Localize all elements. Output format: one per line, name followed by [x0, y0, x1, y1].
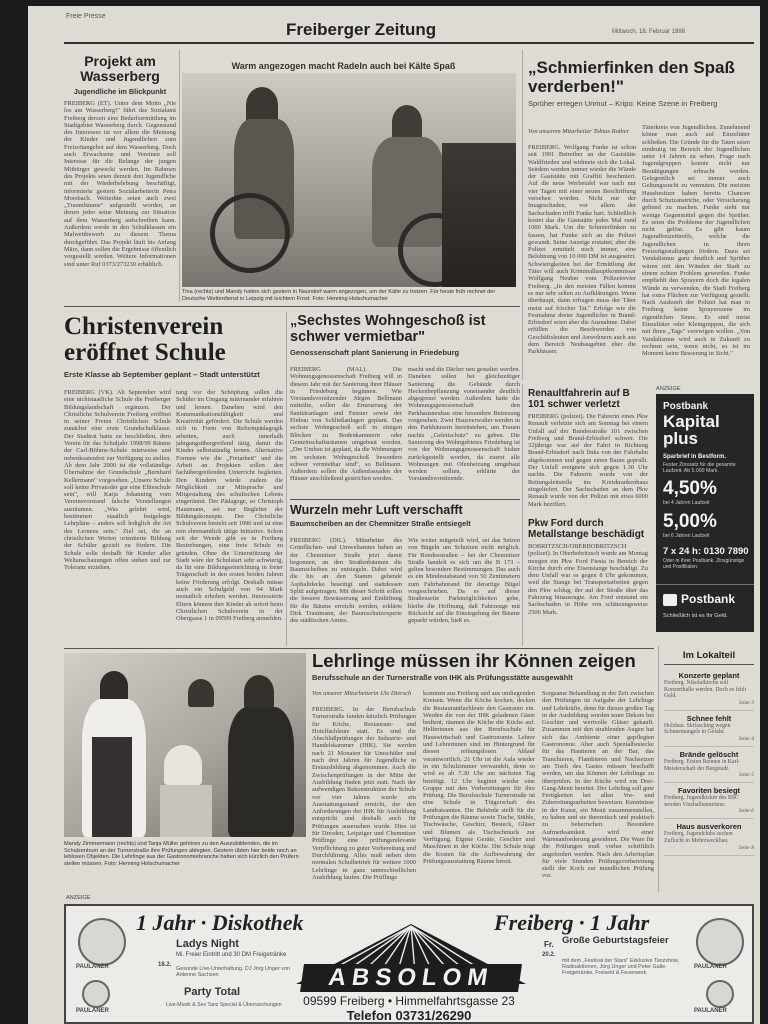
christ-col-2: tung vor der Schöpfung sollen die Schüler im Umgang miteinander erfahren und lernen. Daneben wird den Kommunikationsfähigkeit und Kreativität gefördert. Die Schule werden sich in Form von Reformpädagogik arbeiten, auch innerhalb jahrgangsübergreifend tätig, damit die Kinder selbstständig lernen. Alternative Formen wie die „Freiarbeit" und die Arbeit an Projekten sollen den fachübergreifenden Unterricht begleiten. Den Kindern würde zudem die Möglichkeit zur Mitsprache und Mitgestaltung des schulischen Lebens eingeräumt. Der Pädagoge, so Christoph Hausmann, sei nur Begleiter der Bildungskonzepte. Der Christliche Schulverein besteht seit 1996 und ist eine rein ehrenamtlich tätige Initiative. Schon seit der Wende gibt es in Freiberg Bestrebungen, eine freie Schule zu gründen. Ohne die Unterstützung der Stadt wäre der Schulstart sehr schwierig, da für eine Bildungseinrichtung in freier Trägerschaft in den ersten beiden Jahren keine Förderung erfolgt. Deshalb müsse auch ein Schulgeld von 94 Mark monatlich erhoben werden. Interessierte Eltern können ihre Kinder ab sofort beim Christlichen Schulverein in der Obergasse 1 in 09599 Freiberg anmelden.	[176, 389, 283, 623]
paulaner-logo-icon	[82, 980, 110, 1008]
lokalteil-item[interactable]: Favoriten besiegt Freiberg. Jugendkicker des BSC werden Vizehallenmeister. Seite 6	[664, 783, 754, 819]
postbank-anzeige-label: ANZEIGE	[656, 386, 681, 392]
schmier-body-1: FREIBERG. Wolfgang Funke ist schon seit 1991 Betreiber an der Gaststätte Waldfrieden und widmete sich die Lokal. Seitdem werden immer wieder die Wände der Gaststätte mit Graffiti beschmiert. Auf die neue Werbetafel war nach nur vier Tagen mit einer neuen Beschriftung versehen worden. Nicht nur der Imageschaden, vor allem der Sachschaden trifft Funke hart. Schließlich kostet das die Gaststätte jedes Mal rund 1000 Mark. Um die Schmierfinken zu fassen, hat Funke sich an die Polizei gewandt. Seine Anzeige erstattet, aber die Polizei ermittelt noch immer, eine Belohnung von 10 000 DM ist ausgesetzt. Schwierigkeiten bei der Ermittlung der Täter will auch Kriminalhauptkommissar Wolfgang Neuber vom Polizeirevier Freiberg. „In den meisten Fällen kommt es nur sehr selten zu Aufklärungen. Wenn überhaupt, dann erfragen muss der Täter meist auf frischer Tat." Erfolge wie die Festnahme dreier Jugendlicher in Brand-Erbisdorf seien aber die Ausnahme. Dabei erfüllen die Beschwerden von Geschäftsleuten und Anwohnern auch aus dem Bereich Neubaugebiet eher die Parkhäuser.	[528, 144, 636, 356]
col-divider	[658, 646, 659, 892]
schmier-subhead: Sprüher erregen Unmut – Kripo: Keine Szene in Freiberg	[528, 99, 718, 108]
top-photo-caption: Tina (rechts) und Mandy hatten sich gestern in Naundorf warm angezogen, um der Kälte zu trotzen. Für heute früh rechnet der Deutsche Wetterdienst in Leipzig mit leichtem Frost. Foto: Henning Holschumacher	[182, 289, 496, 302]
pkw-article	[528, 518, 648, 653]
absolom-party: Party Total	[184, 986, 241, 998]
paulaner-logo-icon	[696, 918, 744, 966]
schmier-body-2: Täterkreis von Jugendlichen. Zunehmend könne man auch auf Einzeltäter schließen. Die Gründe für die Taten seien eindeutig im Bereich der Jugendlichen unter 14 Jahren zu sehen. Frage nach Jugendgruppen konnte nicht nur Bestätigungen erbracht werden. Gelegentlich sei immer auch Geltungssucht zu vermuten. Die meisten Hausbesitzer haben bereits Chancen durch Schutzanstriche, oder Versicherung geltend zu machen. Funke sieht nur wenige Gegenmittel gegen die Sprüher. Es seien die Probleme der Jugendlichen nicht gelöst. Es gibt kaum Jugendfreizeittreffs, welche die Jugendlichen in ihren Freizeitgestaltungen fördern. Dazu sei Vandalismus ganz deutlich und Sprüher wären mit den Wänden der Stadt zu einem echten Problem geworden. Funke empfiehlt den Sprayern doch die legalen Wände zu verwenden, die Stadt Freiberg hat extra Flächen zur Verfügung gestellt. Nach Auskunft der Polizei hat man in Freiberg keine Sprayerszene im eigentlichen Sinne. Es sind meist Einzeltäter oder Kleingruppen, die sich mit ihren „Tags" verewigen wollen. „Von Vandalismus wird auch in Zukunft zu rechnen sein, wenn nicht, so ist im Moment keine Besserung in Sicht."	[642, 124, 750, 358]
bottom-photo	[64, 653, 306, 837]
lehrlinge-article	[312, 651, 654, 682]
lehrlinge-subhead: Berufsschule an der Turnerstraße von IHK als Prüfungsstätte ausgewählt	[312, 673, 573, 682]
absolom-ladys-detail: Mi. Freier Eintritt und 30 DM Freigetränke	[176, 952, 287, 958]
postbank-rate-1: 4,50%	[663, 478, 717, 499]
wurzeln-col-2: Wie weiter mitgeteilt wird, sei das Setzen von Bügeln um Schutzen nicht möglich. Für Bundesstraßen – bei der Chemnitzer Straße handelt es sich um die B 173 – gelten besondere Bestimmungen. Das auch es ein Mindestabstand von 50 Zentimetern zum Fahrbahnrand für derartige Bügel vorgeschrieben. Da es auf dieser Straßenseite Parkmöglichkeiten gebe, bleibe die Hoffnung, daß Fahrzeuge mit Rücksicht auf die Entsiegelung der Bäume geparkt würden, hieß es.	[408, 537, 520, 625]
renault-headline: Renaultfahrerin auf B 101 schwer verletzt	[528, 388, 630, 410]
postbank-rate-2: 5,00%	[663, 511, 717, 532]
col-divider	[522, 384, 523, 646]
lehrlinge-byline: Von unserer Mitarbeiterin Ute Diersch	[312, 690, 412, 697]
pkw-body: BOBRITZSCH/OBERBOBRITZSCH (polizei). In Oberbobritzsch wurde am Montag morgen ein Pkw Ford Fiesta in Bereich der Kirche durch eine Eisenstange beschädigt. Zu dem Unfall war es gegen 8 Uhr gekommen, weil die Stange bei Transportarbeiten gegen den Pkw schlug, der auf der Straße über das Fahrzeug hinausragte. Am Ford entstand ein Sachschaden in Höhe von schätzungsweise 2500 Mark.	[528, 543, 648, 616]
wohn-col-1: FREIBERG (MAL). Die Wohnungsgenossenschaft Freiberg will in diesem Jahr mit der Sanierung ihrer Häuser in Friedeburg beginnen. Wie Vorstandsvorsitzender Jürgen Bellmann mitteilte, sollen die Erneuerung der Sanitäranlagen und Fenster sowie der Einbau von Schließanlagen geplant. Das sechste Wohngeschoß soll in einigen Blöcken zu Bodenkammern oder Gemeinschaftsräumen umgebaut werden. „Der Umbau ist geplant, da die Wohnungen im sechsten Wohngeschoß besonders schwer vermietbar sind", so Bellmann. Außerdem sollen die Außenfassaden der Häuser anschließend gestrichen werden.	[290, 366, 402, 483]
lokalteil-box	[664, 650, 754, 856]
schmier-article	[528, 58, 750, 108]
pkw-headline: Pkw Ford durch Metallstange beschädigt	[528, 518, 645, 540]
lehrlinge-col-2: kommen aus Freiberg und aus umliegenden Kreisen. Wenn die Köche kochen, decken die Restaurantfachleute den Gastraum ein. Werden die von der IHK geladenen Gäste bedient, räumen die Köche die Küche auf. Helferinnen aus der Berufsschule für Hauswirtschaft und Gastronomie. Lehrer und Lehrerinnen sind im Hintergrund für diesen reibungslosen Ablauf verantwortlich. 21 Uhr ist die Aula wieder in ein Schulzimmer verwandelt, denn so wird es ab 7.30 Uhr am nächsten Tag benötigt. 12 Uhr beginnt wieder eine Gruppe mit den Vorbereitungen für ihre Prüfung. Die Berufsschule Turnerstraße ist eine Schule in Trägerschaft des Landratsamtes. Die Behörde stellt für die Prüfungen die Räume sowie Tische, Stühle, Tischwäsche, Geschirr, Besteck, Gläser und Blumen als Tischschmuck zur Verfügung. Eigene Geräte, Geschirr und Maschinen in der Küche. Die Schule trägt die Kosten für die Aufbewahrung der Prüfungsausstattung Räume bereit.	[423, 690, 535, 865]
absolom-party-sub: Live-Musik & Sex Tanz Special & Überraschungen	[166, 1002, 282, 1008]
postbank-phone-note: Oder in Ihrer Postbank. Zinsgünstige und Postfilialen.	[663, 558, 745, 570]
lokalteil-item[interactable]: Brände gelöscht Freiberg. Ersten Rennen in Karl-Meisterschaft der Bergstadt. Seite 5	[664, 747, 754, 783]
absolom-ladys: Ladys Night	[176, 938, 239, 950]
lehrlinge-headline: Lehrlinge müssen ihr Können zeigen	[312, 650, 636, 671]
top-photo	[182, 73, 516, 287]
absolom-ladys-date: 18.2.	[158, 962, 172, 968]
christ-col-1: FREIBERG (VK). Ab September wird eine nichtstaatliche Schule die Freiberger Bildungslandschaft ergänzen. Der Christliche Schulverein Freiberg eröffnet in seiner Freien Christlichen Schule zunächst eine erste Grundschulklasse. Der Stadtrat hatte zu beschließen, dem Verein für das Schuljahr 1998/99 Räume der Carl-Böhme-Schule mietweise und nebenkostenfrei zur Verfügung zu stellen. Ab dem Jahr 2000 ist die vollständige Übernahme der Grundschule „Bernhard Kellermann" vorgesehen. „Unsere Schule soll keine Privatoder gar eine Eliteschule sein", will Katja Johanning vom Vereinsvorstand falsche Vorstellungen ausräumen. „Was gelehrt wird, bestimmen staatlich festgelegte Lehrpläne – anders soll lediglich die Art des Lernens sein." Ziel sei, die an christlichen Werten orientierte Bildung der Schüler gezielt zu fördern. Die Schule solle deshalb für Kinder aller Weltanschauungen offen stehen und zur Toleranz erziehen.	[64, 389, 171, 572]
col-divider	[286, 312, 287, 646]
wurzeln-headline: Wurzeln mehr Luft verschafft	[290, 503, 463, 517]
lokalteil-item[interactable]: Schnee fehlt Holzhau. Skifasching wegen Schneemangels in Gefahr. Seite 4	[664, 711, 754, 747]
projekt-headline: Projekt am Wasserberg	[80, 53, 160, 84]
paulaner-right-label-2: PAULANER	[694, 1008, 727, 1014]
section-rule	[64, 648, 654, 649]
schmier-byline: Von unserem Mitarbeiter Tobias Rother	[528, 128, 630, 135]
masthead-rule	[64, 42, 754, 44]
masthead-left: Freie Presse	[66, 13, 106, 20]
projekt-article	[64, 54, 176, 328]
absolom-brand: ABSOLOM	[300, 964, 522, 992]
absolom-dj: Gesunde Live-Unterhaltung, DJ Jörg Unger von Antenne Sachsen	[176, 966, 290, 979]
col-divider	[522, 50, 523, 380]
wohn-headline: „Sechstes Wohngeschoß ist schwer vermietbar"	[290, 313, 486, 345]
renault-article	[528, 388, 648, 515]
absolom-address: 09599 Freiberg • Himmelfahrtsgasse 23	[303, 994, 515, 1008]
bottom-photo-caption: Mandy Zimmermann (rechts) und Tanja Müller gehören zu den Auszubildenden, die im Schulzentrum an der Turnerstraße ihre Prüfungen ablegten. Gestern übten hier beide noch an leblosen Objekten. Die Lehrlinge aus der Gastronomiebranche hatten sich kürzlich den Prüfern stellen müssen. Foto: Henning Holschumacher	[64, 841, 299, 867]
absolom-fest: Große Geburtstagsfeier	[562, 935, 669, 946]
postbank-phone: 7 x 24 h: 0130 7890	[663, 546, 749, 557]
christ-headline: Christenverein eröffnet Schule	[64, 313, 226, 366]
lokalteil-item[interactable]: Haus ausverkoren Freiberg. Jugendclubs suchen Zuflucht in Mehrzweckbau. Seite 8	[664, 819, 754, 855]
paulaner-left-label: PAULANER	[76, 964, 109, 970]
postbank-slogan: Schließlich ist es Ihr Geld.	[663, 613, 728, 619]
postbank-name: Postbank	[663, 401, 709, 412]
lokalteil-title: Im Lokalteil	[664, 650, 754, 665]
projekt-body: FREIBERG (ET). Unter dem Motto „Nie los am Wasserberg!" führt das Sozialamt Freiberg derzeit eine Bedarfsermittlung im Stadtgebiet Wasserberg durch. Gegenstand des Interesses ist vor allem die Meinung der Kinder und Jugendlichen zum Freizeitangebot auf dem Wasserberg. Doch auch Erwachsene und Vereinen soll Interesse für die Belange der jungen Mitbürger geweckt werden. Im Rahmen des Projekts seien derzeit drei Jugendliche mit der Wiederbelebung beschäftigt, informierte gestern Sozialarbeiterin Petra Morsbach. Weiterhin seien auch zwei „Traumbäume" aufgestellt worden, an denen jeder seine Meinung zur Situation auf dem Wasserberg aufschreiben kann. Außerdem werde in den Schulklassen ein Malwettbewerb zu diesem Thema durchgeführt. Das Projekt läuft bis Anfang März, dann sollen die Ergebnisse öffentlich vorgestellt werden. Weitere Informationen sind unter Ruf 0373/273230 erhältlich.	[64, 100, 176, 268]
wurzeln-subhead: Baumscheiben an der Chemnitzer Straße entsiegelt	[290, 519, 471, 528]
absolom-right-head: Freiberg · 1 Jahr	[494, 910, 650, 935]
paulaner-right-label: PAULANER	[694, 964, 727, 970]
postbank-ad	[656, 394, 754, 632]
postbank-line1: Sparbrief in Bestform.	[663, 454, 727, 460]
lehrlinge-col-1: FREIBERG. In der Berufsschule Turnerstraße fanden kürzlich Prüfungen für Köche, Restaurant- und Hotelfachleute statt. Es sind die Abschlußprüfungen der Industrie- und Handelskammer (IHK). Sie werden nach 21 Monaten für Umschüler und nach drei Jahren für Jugendliche in Erstausbildung abgenommen. Auch die Zwischenprüfungen in der Mitte der Ausbildung finden jetzt statt. Nach der aufwendigen Rekonstruktion der Schule vor vier Jahren wurde ein Ausstattungsstand erreicht, der den Anforderungen der IHK für Ausbildung entspricht und deshalb auch für Prüfungen ausersehen wurde. Dies ist für Dresden, Leipziger und Chemnitzer Prüflinge eine prüfungsrelevante Verpflichtung zu guter Vorbereitung und Durchführung. Alles muß neben dem normalen Schulbetrieb für weitere 1000 Lehrlinge in ganz unterschiedlichen Ausbildung laufen. Die Prüflinge	[312, 706, 416, 881]
col-divider	[179, 50, 180, 302]
paulaner-logo-icon	[78, 918, 126, 966]
lehrlinge-col-3: Sorgsame Behandlung in der Zeit zwischen den Prüfungen ist Aufgabe der Lehrlinge und Lehrkräfte, denn für diesen großen Tag in der Ausbildung wurden teure Dekors bei Geschirr und wertvolle Gläser gekauft. Zusammen mit den strahlenden Augen hat sich das Ambiente einer gepflegten Gastronomie. Aber auch Spezialbestecke für das Hantieren an der Bar, das Tranchieren, Flambieren und Nachsetzen am Tisch des Gastes müssen beschafft werden, um das Können der Lehrlinge zu überprüfen. In der Küche wird ein Drei-Gang-Menü bereitet. Der Lehrling soll gute Fertigkeiten bei allen Vor- und Zubereitungsarbeiten beweisen. Kenntnisse in der Kunst, ein Menü zusammenstellen, zu haben und sie theoretisch und praktisch zu beherrschen. Besondere Aufmerksamkeit wird einer Warenanforderung gewidmet. Die Ware für die Prüfungen muß vorher schriftlich angefordert werden. Nach den Arbeitsplan für viele Stunden Prüfungsvorbereitung stellt der Koch zur mundlichen Prüfung vor.	[542, 690, 654, 880]
christ-subhead: Erste Klasse ab September geplant – Stadt unterstützt	[64, 370, 260, 379]
absolom-fr-label: Fr.	[544, 940, 554, 949]
section-rule	[290, 499, 520, 500]
projekt-subhead: Jugendliche im Blickpunkt	[73, 87, 167, 96]
masthead-title: Freiberger Zeitung	[286, 20, 437, 39]
absolom-anzeige-label: ANZEIGE	[66, 895, 91, 901]
wohn-subhead: Genossenschaft plant Sanierung in Friedeburg	[290, 348, 460, 357]
postbank-brand: Postbank	[681, 592, 736, 606]
christ-article	[64, 314, 282, 379]
paulaner-left-label-2: PAULANER	[76, 1008, 109, 1014]
absolom-phone: Telefon 03731/26290	[346, 1008, 472, 1023]
absolom-fr-date: 20.2.	[542, 952, 556, 958]
postbank-product: Kapital plus	[663, 412, 720, 448]
postbank-rate-1-note: bei 4 Jahren Laufzeit	[663, 500, 710, 506]
absolom-left-head: 1 Jahr · Diskothek	[136, 910, 304, 935]
lokalteil-item[interactable]: Konzerte geplant Freiberg. Nikolaikirche soll Konzerthalle werden. Doch es fehlt Geld. Seite 3	[664, 668, 754, 711]
schmier-headline: „Schmierfinken den Spaß verderben!"	[528, 58, 735, 96]
top-photo-headline: Warm angezogen macht Radeln auch bei Kälte Spaß	[231, 61, 456, 71]
absolom-fest-sub: mit dem „Festival der Stars" Exklusive Tanzshow, Radioaktionen, Jörg Unger und Peter Galle, Freigetränke, Freisekt & Feuerwerk	[562, 958, 680, 977]
postbank-line2: Fester Zinssatz für die gesamte Laufzeit. Ab 5.000 Mark.	[663, 462, 736, 474]
section-rule	[64, 306, 520, 307]
wohn-col-2: macht und die Dächer neu gestaltet werden. Daneben sollen bei gleichzeitiger Sanierung die Gebäude durch Heckenbepflanzung voneinander deutlich abgegrenzt werden. Außerdem hatte die Wohnungsgenossenschaft den Parkhausneubau eine besondere Betreuung vorgesehen. Zwei Hausverwalter werden in den Parkhäusern bereitstehen, um Frauen nachts „Geleitschutz" zu geben. Die Sanierung des Wohngebietes Friedeburg ist von der Wohnungsgenossenschaft bisher zurückgestellt worden, da zuerst alle Wohnungen mit Ofenheizung umgebaut werden sollten, erklärte der Vorstandsvorsitzende.	[408, 366, 520, 483]
newspaper-page	[28, 6, 760, 1024]
postbank-rate-2-note: bei 6 Jahren Laufzeit	[663, 533, 710, 539]
postbank-logo-icon	[663, 594, 677, 606]
wohn-article	[290, 314, 520, 357]
masthead-date: Mittwoch, 18. Februar 1998	[612, 29, 686, 35]
absolom-ad	[64, 904, 754, 1024]
paulaner-logo-icon	[706, 980, 734, 1008]
wurzeln-article	[290, 503, 520, 528]
renault-body: FREIBERG (polizei). Die Fahrerin eines Pkw Renault verletzte sich am Sonntag bei einem Unfall auf der Bundesstraße 101 zwischen Freiberg und Brand-Erbisdorf schwer. Die 32jährige war auf der Fahrt in Richtung Brand-Erbisdorf nach links von der Fahrbahn abgekommen und gegen einen Baum geprallt. Der Unfall ereignete sich gegen 1.30 Uhr nachts. Die Fahrerin wurde von der Rettungsleitstelle ins Kreiskrankenhaus eingeliefert. Der Sachschaden an dem Pkw Renault wurde von der Polizei mit etwa 6000 Mark beziffert.	[528, 413, 648, 508]
wurzeln-col-1: FREIBERG (DIL). Mitarbeiter des Grünflächen- und Umweltamtes haben an der Chemnitzer Straße jetzt damit begonnen, an den Straßenbäumen die Baumscheiben zu entsiegeln. Dabei wird die bis an den Stamm gehende Asphaltdecke beseitigt und stattdessen Splitt aufgetragen. Mit dieser Schritt sollen die bessere Bewässerung und Entlüftung für die Bäume erreicht werden, erklärte Dirk Trautmann, der Baumschutzexperte des städtischen Amtes.	[290, 537, 402, 625]
